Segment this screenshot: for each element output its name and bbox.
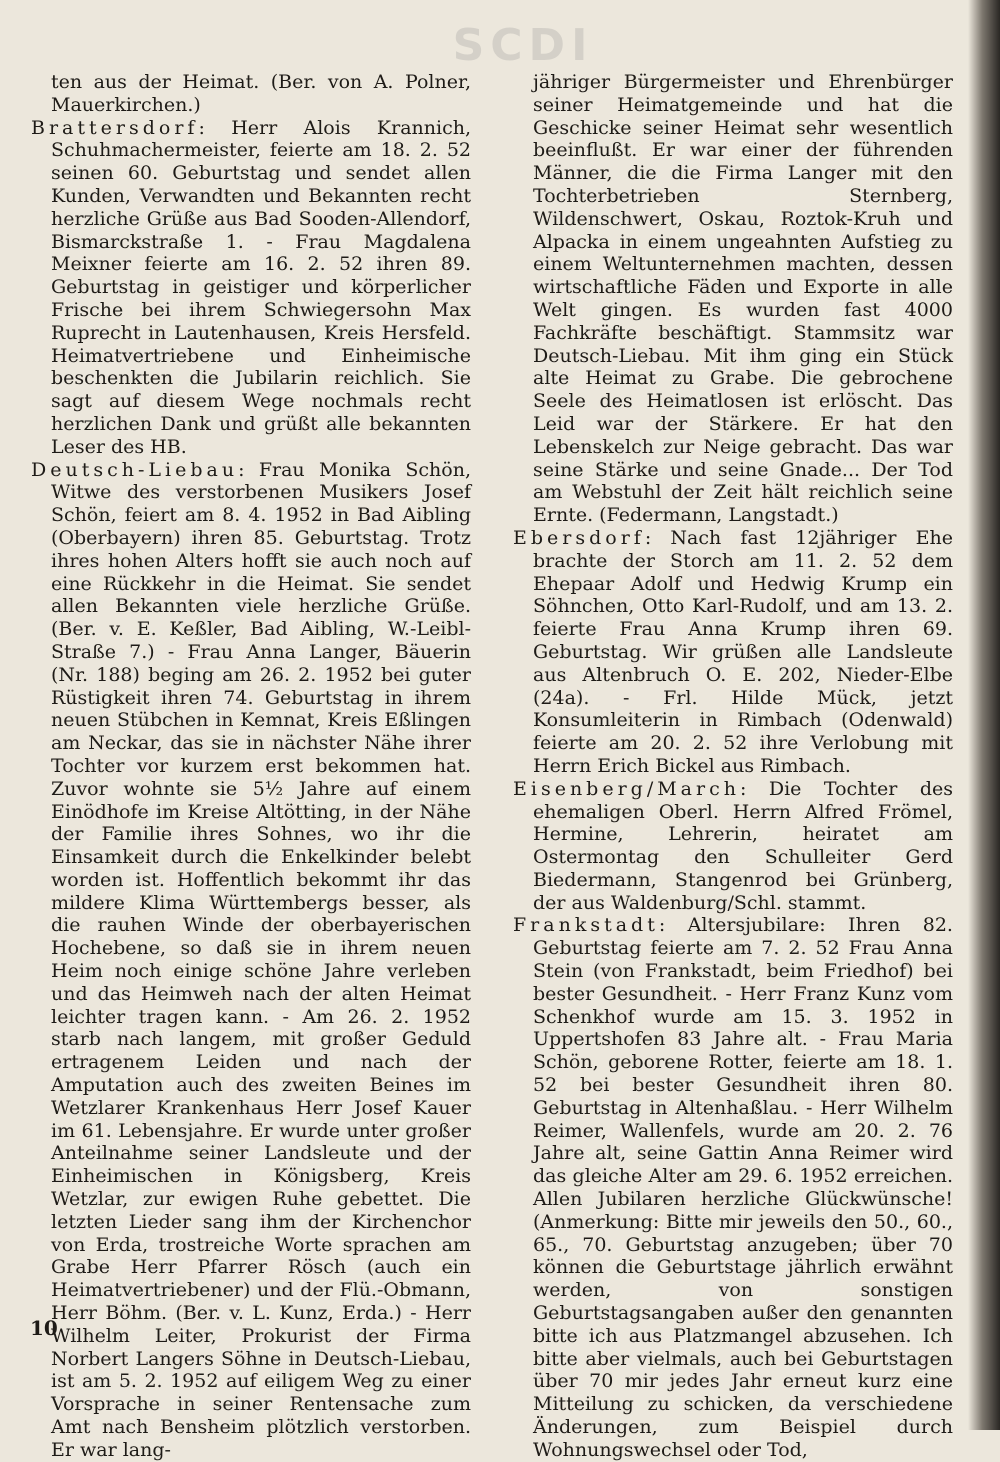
- entry-text: Altersjubilare: Ihren 82. Geburtstag feierte am 7. 2. 52 Frau Anna Stein (von Frankstadt, beim Friedhof) bei bester Gesundheit. - Herr Franz Kunz vom Schenkhof wurde am 15. 3. 1952 in Uppertshofen 83 Jahre alt. - Frau Maria Schön, geborene Rotter, feierte am 18. 1. 52 bei bester Gesundheit ihren 80. Geburtstag in Altenhaßlau. - Herr Wilhelm Reimer, Wallenfels, wurde am 20. 2. 76 Jahre alt, seine Gattin Anna Reimer wird das gleiche Alter am 29. 6. 1952 erreichen. Allen Jubilaren herzliche Glückwünsche! (Anmerkung: Bitte mir jeweils den 50., 60., 65., 70. Geburtstag anzugeben; über 70 können die Geburtstage jährlich erwähnt werden, von sonstigen Geburtstagsangaben außer den genannten bitte ich aus Platzmangel abzusehen. Ich bitte aber vielmals, auch bei Geburtstagen über 70 mir jedes Jahr erneut kurz eine Mitteilung zu schicken, da verschiedene Änderungen, zum Beispiel durch Wohnungswechsel oder Tod,: [533, 914, 953, 1461]
- page-number: 10: [30, 1316, 58, 1340]
- place-name: Frankstadt: [513, 914, 659, 937]
- place-name: Eisenberg/March: [513, 777, 740, 800]
- entry-text: Nach fast 12jähriger Ehe brachte der Storch am 11. 2. 52 dem Ehepaar Adolf und Hedwig Krump ein Söhnchen, Otto Karl-Rudolf, und am 13. 2. feierte Frau Anna Krump ihren 69. Geburtstag. Wir grüßen alle Landsleute aus Altenbruch O. E. 202, Nieder-Elbe (24a). - Frl. Hilde Mück, jetzt Konsumleiterin in Rimbach (Odenwald) feierte am 20. 2. 52 ihre Verlobung mit Herrn Erich Bickel aus Rimbach.: [533, 526, 953, 777]
- place-name: Deutsch-Liebau: [31, 458, 239, 481]
- entry-text: jähriger Bürgermeister und Ehrenbürger seiner Heimatgemeinde und hat die Geschicke seiner Heimat sehr wesentlich beeinflußt. Er war einer der führenden Männer, die die Firma Langer mit den Tochterbetrieben Sternberg, Wildenschwert, Oskau, Roztok-Kruh und Alpacka in einem ungeahnten Aufstieg zu einem Weltunternehmen machten, dessen wirtschaftliche Fäden und Exporte in alle Welt gingen. Es wurden fast 4000 Fachkräfte beschäftigt. Stammsitz war Deutsch-Liebau. Mit ihm ging ein Stück alte Heimat zu Grabe. Die gebrochene Seele des Heimatlosen ist erlöscht. Das Leid war der Stärkere. Er hat den Lebenskelch zur Neige gebracht. Das war seine Stärke und seine Gnade... Der Tod am Webstuhl der Zeit hält reichlich seine Ernte. (Federmann, Langstadt.): [533, 71, 953, 527]
- left-column: [31, 71, 471, 1462]
- place-name: Brattersdorf: [31, 116, 199, 139]
- right-column: [513, 71, 953, 1462]
- entry-text: ten aus der Heimat. (Ber. von A. Polner, Mauerkirchen.): [51, 71, 471, 116]
- entry-text: Frau Monika Schön, Witwe des verstorbenen Musikers Josef Schön, feiert am 8. 4. 1952 in Bad Aibling (Oberbayern) ihren 85. Geburtstag. Trotz ihres hohen Alters hofft sie auch noch auf eine Rückkehr in die Heimat. Sie sendet allen Bekannten viele herzliche Grüße. (Ber. v. E. Keßler, Bad Aibling, W.-Leibl-Straße 7.) - Frau Anna Langer, Bäuerin (Nr. 188) beging am 26. 2. 1952 bei guter Rüstigkeit ihren 74. Geburtstag in ihrem neuen Stübchen in Kemnat, Kreis Eßlingen am Neckar, das sie in nächster Nähe ihrer Tochter vor kurzem erst bekommen hat. Zuvor wohnte sie 5½ Jahre auf einem Einödhofe im Kreise Altötting, in der Nähe der Familie ihres Sohnes, wo ihr die Einsamkeit durch die Enkelkinder belebt worden ist. Hoffentlich bekommt ihr das mildere Klima Württembergs besser, als die rauhen Winde der oberbayerischen Hochebene, so daß sie in ihrem neuen Heim noch einige schöne Jahre verleben und das Heimweh nach der alten Heimat leichter tragen kann. - Am 26. 2. 1952 starb nach langem, mit großer Geduld ertragenem Leiden und nach der Amputation auch des zweiten Beines im Wetzlarer Krankenhaus Herr Josef Kauer im 61. Lebensjahre. Er wurde unter großer Anteilnahme seiner Landsleute und der Einheimischen in Königsberg, Kreis Wetzlar, zur ewigen Ruhe gebettet. Die letzten Lieder sang ihm der Kirchenchor von Erda, trostreiche Worte sprachen am Grabe Herr Pfarrer Rösch (auch ein Heimatvertriebener) und der Flü.-Obmann, Herr Böhm. (Ber. v. L. Kunz, Erda.) - Herr Wilhelm Leiter, Prokurist der Firma Norbert Langers Söhne in Deutsch-Liebau, ist am 5. 2. 1952 auf eiligem Weg zu einer Vorsprache in seiner Rentensache zum Amt nach Bensheim plötzlich verstorben. Er war lang-: [51, 458, 471, 1461]
- place-separator: :: [238, 458, 259, 481]
- place-separator: :: [658, 914, 688, 937]
- entry-text: Herr Alois Krannich, Schuhmachermeister, feierte am 18. 2. 52 seinen 60. Geburtstag und sendet allen Kunden, Verwandten und Bekannten recht herzliche Grüße aus Bad Sooden-Allendorf, Bismarckstraße 1. - Frau Magdalena Meixner feierte am 16. 2. 52 ihren 89. Geburtstag in geistiger und körperlicher Frische bei ihrem Schwiegersohn Max Ruprecht in Lautenhausen, Kreis Hersfeld. Heimatvertriebene und Einheimische beschenkten die Jubilarin reichlich. Sie sagt auf diesem Wege nochmals recht herzlichen Dank und grüßt alle bekannten Leser des HB.: [51, 116, 471, 458]
- place-name: Ebersdorf: [513, 526, 645, 549]
- entry-continuation: [31, 71, 471, 117]
- entry-continuation: [513, 71, 953, 527]
- place-separator: :: [198, 116, 232, 139]
- entry-brattersdorf: [31, 117, 471, 459]
- entry-deutsch-liebau: [31, 459, 471, 1462]
- page-edge-shadow: [968, 0, 1000, 1430]
- entry-frankstadt: [513, 914, 953, 1461]
- place-separator: :: [739, 777, 769, 800]
- entry-ebersdorf: [513, 527, 953, 778]
- entry-eisenberg-march: [513, 778, 953, 915]
- archive-stamp: SCDI: [452, 20, 594, 71]
- place-separator: :: [644, 526, 671, 549]
- entry-text: Die Tochter des ehemaligen Oberl. Herrn Alfred Frömel, Hermine, Lehrerin, heiratet am Ostermontag den Schulleiter Gerd Biedermann, Stangenrod bei Grünberg, der aus Waldenburg/Schl. stammt.: [533, 777, 953, 914]
